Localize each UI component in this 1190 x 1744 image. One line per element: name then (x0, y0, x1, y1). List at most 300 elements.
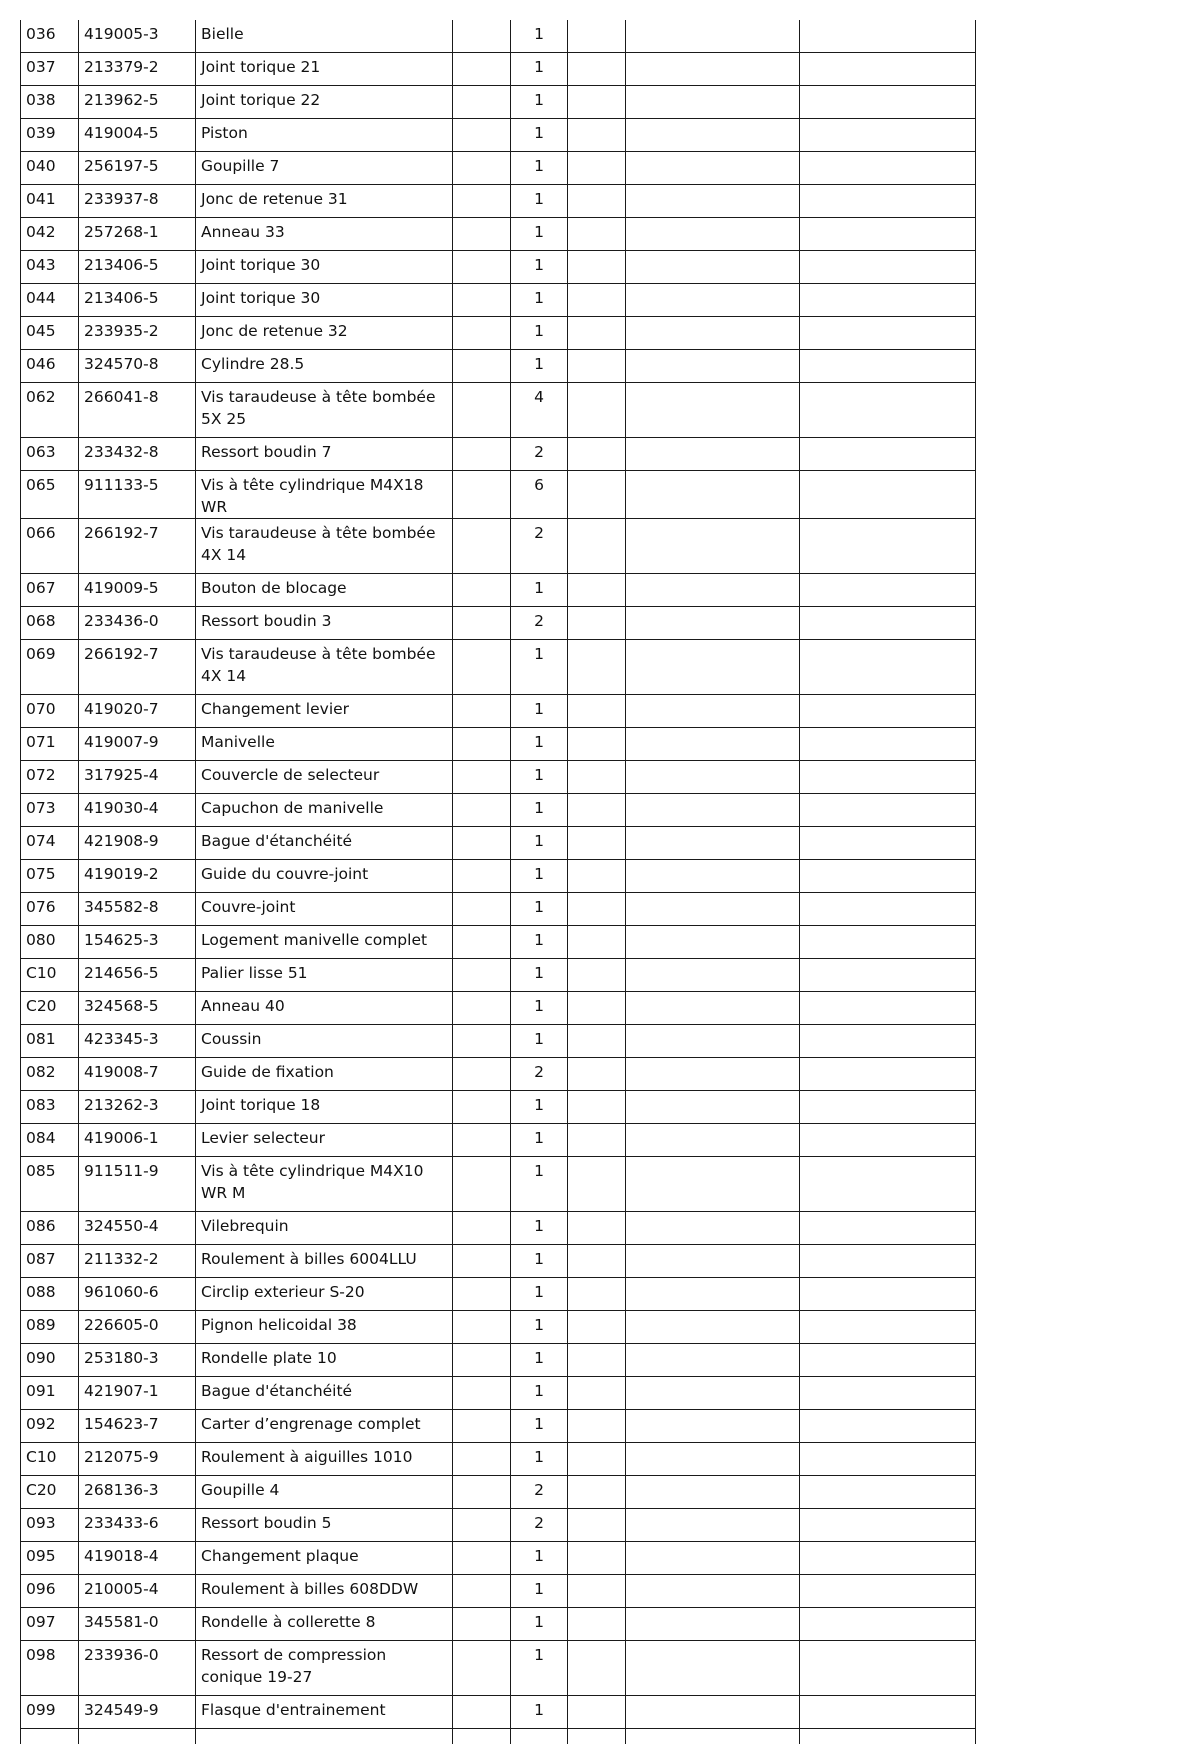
quantity-cell: 1 (511, 1091, 568, 1124)
empty-cell (511, 1729, 568, 1744)
part-number-cell: 324568-5 (79, 992, 196, 1025)
table-row (21, 1058, 976, 1091)
part-number-cell: 266041-8 (79, 383, 196, 438)
empty-cell (800, 1641, 976, 1696)
item-number-cell: 075 (21, 860, 79, 893)
empty-cell (800, 827, 976, 860)
empty-cell (453, 794, 511, 827)
table-row (21, 1344, 976, 1377)
empty-cell (453, 185, 511, 218)
table-row (21, 860, 976, 893)
quantity-cell: 1 (511, 350, 568, 383)
empty-cell (453, 20, 511, 53)
table-row (21, 471, 976, 519)
quantity-cell: 1 (511, 1311, 568, 1344)
empty-cell (626, 284, 800, 317)
part-number-cell: 419018-4 (79, 1542, 196, 1575)
part-number-cell: 419009-5 (79, 574, 196, 607)
item-number-cell: 063 (21, 438, 79, 471)
empty-cell (21, 1729, 79, 1744)
description-cell: Guide du couvre-joint (196, 860, 453, 893)
empty-cell (800, 1245, 976, 1278)
table-row (21, 152, 976, 185)
description-cell: Rondelle plate 10 (196, 1344, 453, 1377)
empty-cell (568, 152, 626, 185)
empty-cell (800, 218, 976, 251)
empty-cell (626, 438, 800, 471)
item-number-cell: 099 (21, 1696, 79, 1729)
empty-cell (626, 1124, 800, 1157)
empty-cell (453, 251, 511, 284)
quantity-cell: 1 (511, 574, 568, 607)
description-cell: Cylindre 28.5 (196, 350, 453, 383)
part-number-cell: 419005-3 (79, 20, 196, 53)
empty-cell (800, 1509, 976, 1542)
table-row (21, 350, 976, 383)
empty-cell (800, 761, 976, 794)
quantity-cell: 1 (511, 86, 568, 119)
item-number-cell: 070 (21, 695, 79, 728)
description-cell: Joint torique 30 (196, 251, 453, 284)
table-row (21, 1509, 976, 1542)
empty-cell (800, 1124, 976, 1157)
empty-cell (453, 893, 511, 926)
empty-cell (800, 185, 976, 218)
empty-cell (568, 185, 626, 218)
empty-cell (800, 1410, 976, 1443)
part-number-cell: 233432-8 (79, 438, 196, 471)
part-number-cell: 324570-8 (79, 350, 196, 383)
empty-cell (626, 1245, 800, 1278)
quantity-cell: 1 (511, 761, 568, 794)
empty-cell (568, 1509, 626, 1542)
empty-cell (568, 20, 626, 53)
empty-cell (800, 53, 976, 86)
empty-cell (453, 640, 511, 695)
empty-cell (453, 860, 511, 893)
empty-cell (800, 860, 976, 893)
description-cell: Goupille 4 (196, 1476, 453, 1509)
empty-cell (800, 1542, 976, 1575)
item-number-cell: 042 (21, 218, 79, 251)
empty-cell (800, 1091, 976, 1124)
quantity-cell: 1 (511, 284, 568, 317)
item-number-cell: 039 (21, 119, 79, 152)
quantity-cell: 1 (511, 119, 568, 152)
quantity-cell: 1 (511, 1696, 568, 1729)
item-number-cell: 065 (21, 471, 79, 519)
quantity-cell: 1 (511, 317, 568, 350)
part-number-cell: 419004-5 (79, 119, 196, 152)
empty-cell (626, 471, 800, 519)
empty-cell (453, 1476, 511, 1509)
quantity-cell: 1 (511, 1608, 568, 1641)
empty-cell (453, 1212, 511, 1245)
empty-cell (453, 1608, 511, 1641)
empty-cell (568, 471, 626, 519)
description-cell: Goupille 7 (196, 152, 453, 185)
part-number-cell: 419019-2 (79, 860, 196, 893)
item-number-cell: 038 (21, 86, 79, 119)
part-number-cell: 213379-2 (79, 53, 196, 86)
empty-cell (568, 1696, 626, 1729)
description-cell: Flasque d'entrainement (196, 1696, 453, 1729)
table-row (21, 1025, 976, 1058)
empty-cell (453, 728, 511, 761)
empty-cell (453, 761, 511, 794)
empty-cell (626, 1091, 800, 1124)
empty-cell (568, 1608, 626, 1641)
item-number-cell: 096 (21, 1575, 79, 1608)
table-row (21, 20, 976, 53)
description-cell: Carter d’engrenage complet (196, 1410, 453, 1443)
quantity-cell: 1 (511, 1542, 568, 1575)
description-cell: Changement levier (196, 695, 453, 728)
item-number-cell: 089 (21, 1311, 79, 1344)
empty-cell (800, 1212, 976, 1245)
part-number-cell: 419020-7 (79, 695, 196, 728)
item-number-cell: 043 (21, 251, 79, 284)
empty-cell (568, 893, 626, 926)
description-cell: Bielle (196, 20, 453, 53)
table-row (21, 1157, 976, 1212)
empty-cell (800, 574, 976, 607)
empty-cell (453, 1509, 511, 1542)
description-cell: Vis taraudeuse à tête bombée 4X 14 (196, 640, 453, 695)
part-number-cell: 213406-5 (79, 284, 196, 317)
quantity-cell: 1 (511, 959, 568, 992)
empty-cell (568, 1212, 626, 1245)
item-number-cell: 080 (21, 926, 79, 959)
quantity-cell: 1 (511, 1278, 568, 1311)
table-row (21, 438, 976, 471)
quantity-cell: 1 (511, 893, 568, 926)
empty-cell (568, 1124, 626, 1157)
empty-cell (568, 350, 626, 383)
item-number-cell: C20 (21, 992, 79, 1025)
table-row (21, 1608, 976, 1641)
part-number-cell: 226605-0 (79, 1311, 196, 1344)
quantity-cell: 1 (511, 1124, 568, 1157)
empty-cell (453, 86, 511, 119)
empty-cell (800, 119, 976, 152)
empty-cell (568, 1542, 626, 1575)
table-row (21, 185, 976, 218)
empty-cell (568, 1641, 626, 1696)
empty-cell (626, 607, 800, 640)
empty-cell (453, 1377, 511, 1410)
empty-cell (453, 926, 511, 959)
empty-cell (453, 119, 511, 152)
empty-cell (800, 1608, 976, 1641)
empty-cell (626, 992, 800, 1025)
quantity-cell: 1 (511, 640, 568, 695)
part-number-cell: 213962-5 (79, 86, 196, 119)
item-number-cell: 087 (21, 1245, 79, 1278)
description-cell: Vis à tête cylindrique M4X18 WR (196, 471, 453, 519)
empty-cell (568, 1443, 626, 1476)
empty-cell (626, 1509, 800, 1542)
empty-cell (800, 383, 976, 438)
quantity-cell: 1 (511, 53, 568, 86)
description-cell: Piston (196, 119, 453, 152)
table-row (21, 519, 976, 574)
description-cell: Jonc de retenue 31 (196, 185, 453, 218)
table-row (21, 119, 976, 152)
item-number-cell: 066 (21, 519, 79, 574)
item-number-cell: 067 (21, 574, 79, 607)
part-number-cell: 233436-0 (79, 607, 196, 640)
empty-cell (800, 728, 976, 761)
empty-cell (568, 1091, 626, 1124)
description-cell: Vis à tête cylindrique M4X10 WR M (196, 1157, 453, 1212)
empty-cell (568, 251, 626, 284)
quantity-cell: 1 (511, 1157, 568, 1212)
table-row (21, 383, 976, 438)
empty-cell (453, 1025, 511, 1058)
description-cell: Anneau 33 (196, 218, 453, 251)
quantity-cell: 4 (511, 383, 568, 438)
quantity-cell: 1 (511, 1245, 568, 1278)
empty-cell (626, 860, 800, 893)
table-row (21, 284, 976, 317)
part-number-cell: 253180-3 (79, 1344, 196, 1377)
description-cell: Coussin (196, 1025, 453, 1058)
empty-cell (800, 1476, 976, 1509)
empty-cell (626, 1641, 800, 1696)
empty-cell (568, 926, 626, 959)
description-cell: Ressort de compression conique 19-27 (196, 1641, 453, 1696)
empty-cell (800, 1377, 976, 1410)
description-cell: Joint torique 18 (196, 1091, 453, 1124)
empty-cell (453, 471, 511, 519)
part-number-cell: 266192-7 (79, 640, 196, 695)
item-number-cell: 036 (21, 20, 79, 53)
table-row (21, 86, 976, 119)
empty-cell (800, 350, 976, 383)
empty-cell (800, 86, 976, 119)
item-number-cell: 076 (21, 893, 79, 926)
empty-cell (568, 519, 626, 574)
quantity-cell: 1 (511, 218, 568, 251)
description-cell: Ressort boudin 3 (196, 607, 453, 640)
empty-cell (568, 794, 626, 827)
description-cell: Changement plaque (196, 1542, 453, 1575)
empty-cell (568, 1729, 626, 1744)
quantity-cell: 1 (511, 860, 568, 893)
part-number-cell: 213262-3 (79, 1091, 196, 1124)
quantity-cell: 1 (511, 1443, 568, 1476)
item-number-cell: 093 (21, 1509, 79, 1542)
item-number-cell: 071 (21, 728, 79, 761)
empty-cell (568, 607, 626, 640)
empty-cell (626, 20, 800, 53)
table-row (21, 1245, 976, 1278)
empty-cell (626, 959, 800, 992)
empty-cell (800, 152, 976, 185)
table-row (21, 1542, 976, 1575)
part-number-cell: 419008-7 (79, 1058, 196, 1091)
table-row (21, 992, 976, 1025)
empty-cell (568, 574, 626, 607)
empty-cell (568, 827, 626, 860)
empty-cell (568, 695, 626, 728)
quantity-cell: 2 (511, 607, 568, 640)
description-cell: Rondelle à collerette 8 (196, 1608, 453, 1641)
quantity-cell: 6 (511, 471, 568, 519)
item-number-cell: 041 (21, 185, 79, 218)
part-number-cell: 961060-6 (79, 1278, 196, 1311)
description-cell: Bague d'étanchéité (196, 1377, 453, 1410)
item-number-cell: C20 (21, 1476, 79, 1509)
item-number-cell: 045 (21, 317, 79, 350)
quantity-cell: 1 (511, 1410, 568, 1443)
part-number-cell: 324549-9 (79, 1696, 196, 1729)
empty-cell (800, 1696, 976, 1729)
parts-table (20, 20, 976, 1744)
item-number-cell: 095 (21, 1542, 79, 1575)
part-number-cell: 266192-7 (79, 519, 196, 574)
empty-cell (626, 1025, 800, 1058)
table-row-partial (21, 1729, 976, 1744)
table-row (21, 640, 976, 695)
empty-cell (453, 1575, 511, 1608)
part-number-cell: 345581-0 (79, 1608, 196, 1641)
empty-cell (626, 695, 800, 728)
table-row (21, 1641, 976, 1696)
empty-cell (800, 992, 976, 1025)
empty-cell (453, 317, 511, 350)
empty-cell (800, 695, 976, 728)
empty-cell (568, 1410, 626, 1443)
description-cell: Ressort boudin 5 (196, 1509, 453, 1542)
empty-cell (453, 574, 511, 607)
empty-cell (453, 1245, 511, 1278)
empty-cell (626, 761, 800, 794)
empty-cell (626, 640, 800, 695)
empty-cell (568, 119, 626, 152)
item-number-cell: 086 (21, 1212, 79, 1245)
quantity-cell: 1 (511, 185, 568, 218)
description-cell: Circlip exterieur S-20 (196, 1278, 453, 1311)
empty-cell (626, 1476, 800, 1509)
quantity-cell: 1 (511, 827, 568, 860)
description-cell: Ressort boudin 7 (196, 438, 453, 471)
empty-cell (568, 992, 626, 1025)
description-cell: Roulement à billes 6004LLU (196, 1245, 453, 1278)
empty-cell (568, 383, 626, 438)
quantity-cell: 1 (511, 1377, 568, 1410)
part-number-cell: 233433-6 (79, 1509, 196, 1542)
empty-cell (800, 284, 976, 317)
empty-cell (800, 926, 976, 959)
item-number-cell: 098 (21, 1641, 79, 1696)
empty-cell (800, 1025, 976, 1058)
part-number-cell: 214656-5 (79, 959, 196, 992)
description-cell: Manivelle (196, 728, 453, 761)
parts-table-body (21, 20, 976, 1744)
empty-cell (626, 1410, 800, 1443)
empty-cell (626, 1729, 800, 1744)
empty-cell (453, 438, 511, 471)
item-number-cell: 082 (21, 1058, 79, 1091)
description-cell: Joint torique 22 (196, 86, 453, 119)
empty-cell (626, 350, 800, 383)
empty-cell (800, 1344, 976, 1377)
item-number-cell: 040 (21, 152, 79, 185)
part-number-cell: 911133-5 (79, 471, 196, 519)
quantity-cell: 1 (511, 20, 568, 53)
description-cell: Bague d'étanchéité (196, 827, 453, 860)
empty-cell (568, 438, 626, 471)
description-cell: Vis taraudeuse à tête bombée 4X 14 (196, 519, 453, 574)
empty-cell (800, 1058, 976, 1091)
table-row (21, 1124, 976, 1157)
quantity-cell: 1 (511, 1641, 568, 1696)
empty-cell (79, 1729, 196, 1744)
empty-cell (626, 185, 800, 218)
table-row (21, 1278, 976, 1311)
item-number-cell: 037 (21, 53, 79, 86)
empty-cell (453, 1311, 511, 1344)
empty-cell (568, 1377, 626, 1410)
empty-cell (800, 607, 976, 640)
item-number-cell: 088 (21, 1278, 79, 1311)
empty-cell (453, 1696, 511, 1729)
empty-cell (453, 53, 511, 86)
part-number-cell: 317925-4 (79, 761, 196, 794)
item-number-cell: 085 (21, 1157, 79, 1212)
empty-cell (453, 218, 511, 251)
empty-cell (626, 926, 800, 959)
quantity-cell: 1 (511, 1025, 568, 1058)
table-row (21, 1212, 976, 1245)
item-number-cell: 046 (21, 350, 79, 383)
item-number-cell: 097 (21, 1608, 79, 1641)
empty-cell (568, 728, 626, 761)
empty-cell (453, 284, 511, 317)
empty-cell (626, 86, 800, 119)
empty-cell (453, 992, 511, 1025)
description-cell: Roulement à billes 608DDW (196, 1575, 453, 1608)
table-row (21, 607, 976, 640)
empty-cell (626, 1377, 800, 1410)
empty-cell (800, 1729, 976, 1744)
empty-cell (626, 519, 800, 574)
quantity-cell: 1 (511, 728, 568, 761)
empty-cell (453, 1091, 511, 1124)
part-number-cell: 419006-1 (79, 1124, 196, 1157)
item-number-cell: 081 (21, 1025, 79, 1058)
table-row (21, 1311, 976, 1344)
empty-cell (196, 1729, 453, 1744)
item-number-cell: 062 (21, 383, 79, 438)
empty-cell (800, 640, 976, 695)
description-cell: Guide de fixation (196, 1058, 453, 1091)
table-row (21, 695, 976, 728)
quantity-cell: 1 (511, 152, 568, 185)
empty-cell (800, 794, 976, 827)
description-cell: Jonc de retenue 32 (196, 317, 453, 350)
empty-cell (800, 1278, 976, 1311)
empty-cell (568, 1278, 626, 1311)
empty-cell (453, 1344, 511, 1377)
empty-cell (626, 1542, 800, 1575)
part-number-cell: 421907-1 (79, 1377, 196, 1410)
empty-cell (568, 1245, 626, 1278)
empty-cell (568, 53, 626, 86)
empty-cell (568, 860, 626, 893)
